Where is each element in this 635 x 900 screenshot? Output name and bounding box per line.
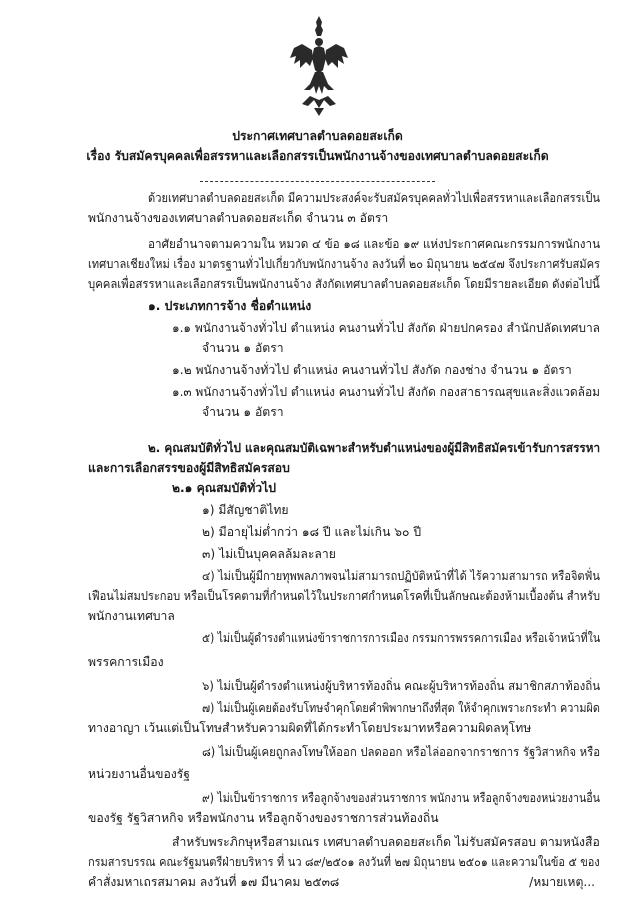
qualification-item: ๒) มีอายุไม่ต่ำกว่า ๑๘ ปี และไม่เกิน ๖๐ ปี [202,525,422,539]
qualification-item: ๗) ไม่เป็นผู้เคยต้องรับโทษจำคุกโดยคำพิพากษาถึงที่สุด ให้จำคุกเพราะกระทำ ความผิด [202,701,600,715]
authority-line: อาศัยอำนาจตามความใน หมวด ๔ ข้อ ๑๘ และข้อ ๑๙ แห่งประกาศคณะกรรมการพนักงาน [148,237,601,251]
section2-heading: และการเลือกสรรของผู้มีสิทธิสมัครสอบ [88,461,290,475]
intro-line: พนักงานจ้างของเทศบาลตำบลดอยสะเก็ด จำนวน ๓ อัตรา [88,211,389,225]
qualification-item: เฟือนไม่สมประกอบ หรือเป็นโรคตามที่กำหนดไว้ในประกาศกำหนดโรคที่เป็นลักษณะต้องห้ามเบื้องต้น สำหรับ [88,589,601,603]
authority-line: บุคคลเพื่อสรรหาและเลือกสรรเป็นพนักงานจ้าง สังกัดเทศบาลตำบลดอยสะเก็ด โดยมีรายละเอียด ดังต่อไปนี้ [88,277,600,291]
continuation-marker: /หมายเหตุ... [529,875,595,889]
qualification-item: พรรคการเมือง [88,655,164,669]
qualification-item: พนักงานเทศบาล [88,609,175,623]
position-item: จำนวน ๑ อัตรา [202,341,284,355]
authority-line: เทศบาลเชียงใหม่ เรื่อง มาตรฐานทั่วไปเกี่ยวกับพนักงานจ้าง ลงวันที่ ๒๐ มิถุนายน ๒๕๔๗ จึงประกาศรับสมัคร [88,257,601,271]
monk-note: คำสั่งมหาเถรสมาคม ลงวันที่ ๑๗ มีนาคม ๒๕๓๘ [88,875,340,889]
document-title: ประกาศเทศบาลตำบลดอยสะเก็ด [232,129,403,143]
section1-heading: ๑. ประเภทการจ้าง ชื่อตำแหน่ง [148,299,312,313]
qualification-item: หน่วยงานอื่นของรัฐ [88,767,190,781]
garuda-emblem-icon [288,14,350,118]
qualification-item: ๕) ไม่เป็นผู้ดำรงตำแหน่งข้าราชการการเมือง กรรมการพรรคการเมือง หรือเจ้าหน้าที่ใน [202,631,601,645]
section2-heading: ๒. คุณสมบัติทั่วไป และคุณสมบัติเฉพาะสำหรับตำแหน่งของผู้มีสิทธิสมัครเข้ารับการสรรหา [148,441,601,455]
intro-line: ด้วยเทศบาลตำบลดอยสะเก็ด มีความประสงค์จะรับสมัครบุคคลทั่วไปเพื่อสรรหาและเลือกสรรเป็น [148,191,600,205]
qualification-item: ของรัฐ รัฐวิสาหกิจ หรือพนักงาน หรือลูกจ้างของราชการส่วนท้องถิ่น [88,811,439,825]
position-item: ๑.๒ พนักงานจ้างทั่วไป ตำแหน่ง คนงานทั่วไป สังกัด กองช่าง จำนวน ๑ อัตรา [172,363,572,377]
qualification-item: ๔) ไม่เป็นผู้มีกายทุพพลภาพจนไม่สามารถปฏิบัติหน้าที่ได้ ไร้ความสามารถ หรือจิตฟั่น [202,569,600,583]
qualification-item: ๖) ไม่เป็นผู้ดำรงตำแหน่งผู้บริหารท้องถิ่น คณะผู้บริหารท้องถิ่น สมาชิกสภาท้องถิ่น [202,679,601,693]
position-item: ๑.๓ พนักงานจ้างทั่วไป ตำแหน่ง คนงานทั่วไป สังกัด กองสาธารณสุขและสิ่งแวดล้อม [172,385,601,399]
position-item: ๑.๑ พนักงานจ้างทั่วไป ตำแหน่ง คนงานทั่วไป สังกัด ฝ่ายปกครอง สำนักปลัดเทศบาล [172,321,601,335]
monk-note: กรมสารบรรณ คณะรัฐมนตรีฝ่ายบริหาร ที่ นว ๘๙/๒๕๐๑ ลงวันที่ ๒๗ มิถุนายน ๒๕๐๑ และความในข้อ ๕ ของ [88,855,600,869]
document-subject: เรื่อง รับสมัครบุคคลเพื่อสรรหาและเลือกสรรเป็นพนักงานจ้างของเทศบาลตำบลดอยสะเก็ด [86,149,549,163]
qualification-item: ๓) ไม่เป็นบุคคลล้มละลาย [202,547,336,561]
position-item: จำนวน ๑ อัตรา [202,405,284,419]
monk-note: สำหรับพระภิกษุหรือสามเณร เทศบาลตำบลดอยสะเก็ด ไม่รับสมัครสอบ ตามหนังสือ [172,835,600,849]
section2-subheading: ๒.๑ คุณสมบัติทั่วไป [172,481,276,495]
qualification-item: ทางอาญา เว้นแต่เป็นโทษสำหรับความผิดที่ได้กระทำโดยประมาทหรือความผิดลหุโทษ [88,721,532,735]
qualification-item: ๘) ไม่เป็นผู้เคยถูกลงโทษให้ออก ปลดออก หรือไล่ออกจากราชการ รัฐวิสาหกิจ หรือ [202,745,601,759]
title-divider [200,181,435,182]
qualification-item: ๙) ไม่เป็นข้าราชการ หรือลูกจ้างของส่วนราชการ พนักงาน หรือลูกจ้างของหน่วยงานอื่น [202,791,600,805]
qualification-item: ๑) มีสัญชาติไทย [202,503,289,517]
